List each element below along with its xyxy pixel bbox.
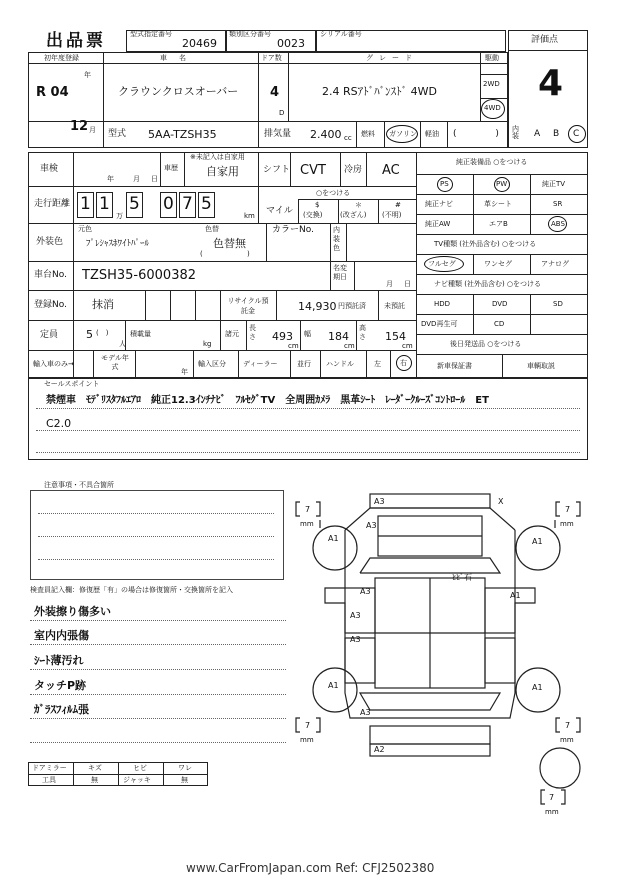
color-orig-label: 元色 <box>78 225 92 233</box>
car-damage-diagram <box>290 478 620 818</box>
class-label: 類別区分番号 <box>229 30 271 38</box>
mm-rl: mm <box>300 736 314 744</box>
year-unit: 年 <box>84 71 91 79</box>
tv-fullseg: フルセグ <box>428 260 456 268</box>
recycle-value: 14,930 <box>298 300 337 313</box>
tire-rl: 7 <box>305 721 311 730</box>
inspector-label: 検査員記入欄：修復歴「有」の場合は修復箇所・交換箇所を記入 <box>30 586 233 594</box>
doors-value: 4 <box>270 85 280 100</box>
wid-label: 幅 <box>304 330 311 338</box>
legend-h1: ドアミラー <box>32 764 67 772</box>
hei-label: 高さ <box>359 324 366 341</box>
tv-oneseg: ワンセグ <box>484 260 512 268</box>
later-manual: 車輌取説 <box>527 362 555 370</box>
meter-exchange: (交換) <box>303 211 323 219</box>
legend-v4: 無 <box>181 776 188 784</box>
km-unit: km <box>244 212 255 220</box>
dmg-a3-rl: A3 <box>360 708 371 717</box>
serial-label: シリアル番号 <box>320 30 362 38</box>
sales-line-2: C2.0 <box>46 417 72 430</box>
navi-sd: SD <box>553 300 563 308</box>
note-item-2: 室内内張傷 <box>34 629 89 642</box>
note-item-3: ｼｰﾄ薄汚れ <box>34 654 84 667</box>
shaken-label: 車検 <box>40 164 59 174</box>
nc-day: 日 <box>404 280 411 288</box>
wid-value: 184 <box>328 330 349 343</box>
mileage-label: 走行距離 <box>34 199 71 209</box>
equip-navi: 純正ナビ <box>425 200 453 208</box>
recycle-label: リサイクル預託金 <box>227 297 269 315</box>
shaken-day: 日 <box>151 175 158 183</box>
legend-v2: 無 <box>91 776 98 784</box>
meter-dollar: $ <box>315 201 320 209</box>
model-value: 5AA-TZSH35 <box>148 128 217 141</box>
dmg-a1-r: A1 <box>510 591 521 600</box>
interior-label: 内装 <box>512 125 519 140</box>
mileage-d1: 1 <box>80 194 91 214</box>
disp-unit: cc <box>344 134 352 142</box>
doors-sub: D <box>279 109 285 117</box>
dmg-a1-fl: A1 <box>328 534 339 543</box>
import-label: 輸入車のみ→ <box>33 360 74 368</box>
legend-h4: ワレ <box>178 764 192 772</box>
disp-label: 排気量 <box>264 129 292 139</box>
sheet-title: 出品票 <box>46 31 106 51</box>
genuine-label: 純正装備品 ○をつける <box>456 158 528 166</box>
mm-rr: mm <box>560 736 574 744</box>
meter-star: ＊ <box>355 201 362 209</box>
recycle-unit: 円預託済 <box>338 302 366 310</box>
grade-value: 2.4 RSｱﾄﾞﾊﾞﾝｽﾄﾞ 4WD <box>322 85 437 98</box>
sales-line-1: 禁煙車 ﾓﾃﾞﾘｽﾀﾌﾙｴｱﾛ 純正12.3ｲﾝﾁﾅﾋﾞ ﾌﾙｾｸﾞTV 全周囲ｶﾒﾗ 黒革ｼｰﾄ ﾚｰﾀﾞｰｸﾙｰｽﾞｺﾝﾄﾛｰﾙ ET <box>46 395 489 406</box>
tire-spare: 7 <box>549 793 555 802</box>
model-label: 型式 <box>108 129 127 139</box>
type-cert-value: 20469 <box>182 37 217 50</box>
mileage-d5: 7 <box>182 194 193 214</box>
navi-type-label: ナビ種類 (社外品含む) ○をつける <box>434 280 542 288</box>
light-oil-label: 軽油 <box>425 130 439 138</box>
interior-a: A <box>534 129 541 139</box>
mileage-d6: 5 <box>201 194 212 214</box>
handle-right: 右 <box>400 359 407 367</box>
first-reg-label: 初年度登録 <box>44 54 79 62</box>
mileage-d4: 0 <box>163 194 174 214</box>
footer-credit: www.CarFromJapan.com Ref: CFJ2502380 <box>186 861 435 875</box>
mileage-d2: 1 <box>99 194 110 214</box>
dmg-a3-fl: A3 <box>366 521 377 530</box>
use-label: 車歴 <box>164 164 178 172</box>
notes-box <box>30 490 284 580</box>
dmg-a1-rl: A1 <box>328 681 339 690</box>
hei-value: 154 <box>385 330 406 343</box>
light-oil-paren: ( ) <box>453 129 499 139</box>
drive-4wd: 4WD <box>484 104 501 112</box>
recycle-unpaid: 未預託 <box>384 302 405 310</box>
reg-label: 登録No. <box>34 300 67 310</box>
dmg-a1-fr: A1 <box>532 537 543 546</box>
import-class-label: 輸入区分 <box>198 360 226 368</box>
color-name: ﾌﾟﾚｼｬｽﾎﾜｲﾄﾊﾟｰﾙ <box>86 239 150 249</box>
equip-tv: 純正TV <box>542 180 566 188</box>
capacity-value: 5 <box>86 328 93 341</box>
doors-label: ドア数 <box>261 54 282 62</box>
chassis-label: 車台No. <box>34 270 67 280</box>
equip-aw: 純正AW <box>425 220 451 228</box>
meter-hash: # <box>395 201 401 209</box>
class-value: 0023 <box>277 37 305 50</box>
dmg-a3-c2: A3 <box>350 635 361 644</box>
equip-abs: ABS <box>551 220 565 228</box>
shaken-year: 年 <box>107 175 114 183</box>
first-reg-month: 12 <box>70 119 89 134</box>
dmg-a3-c1: A3 <box>350 611 361 620</box>
navi-dvd: DVD <box>492 300 508 308</box>
fuel-label: 燃料 <box>361 130 375 138</box>
car-name: クラウンクロスオーバー <box>118 85 239 98</box>
drive-label: 駆動 <box>485 54 499 62</box>
reg-value: 抹消 <box>92 298 114 311</box>
len-value: 493 <box>272 330 293 343</box>
notes-label: 注意事項・不具合箇所 <box>44 481 114 489</box>
type-cert-label: 型式指定番号 <box>130 30 172 38</box>
tire-rr: 7 <box>565 721 571 730</box>
load-unit: kg <box>203 340 212 348</box>
wid-cm: cm <box>344 342 355 350</box>
dmg-a2-rear: A2 <box>374 745 385 754</box>
len-label: 長さ <box>249 324 256 341</box>
color-paren: ( ) <box>200 250 250 258</box>
mm-fr: mm <box>560 520 574 528</box>
load-label: 積載量 <box>130 330 151 338</box>
tv-type-label: TV種類 (社外品含む) ○をつける <box>434 240 537 248</box>
rating-value: 4 <box>538 63 564 104</box>
tire-fr: 7 <box>565 505 571 514</box>
mm-spare: mm <box>545 808 559 816</box>
chassis-value: TZSH35-6000382 <box>82 268 197 283</box>
tire-fl: 7 <box>305 505 311 514</box>
tv-analog: アナログ <box>541 260 569 268</box>
dim-label: 諸元 <box>225 330 239 338</box>
name-change-label: 名変期日 <box>333 264 347 281</box>
drive-2wd: 2WD <box>483 80 500 88</box>
dealer: ディーラー <box>243 360 278 368</box>
len-cm: cm <box>288 342 299 350</box>
note-item-1: 外装擦り傷多い <box>34 605 111 618</box>
color-no-label: カラーNo. <box>272 225 314 235</box>
sales-label: セールスポイント <box>44 380 100 388</box>
model-year-label: モデル年式 <box>101 354 129 371</box>
color-change-label: 色替 <box>205 225 219 233</box>
note-item-5: ｶﾞﾗｽﾌｨﾙﾑ張 <box>34 703 89 716</box>
shaken-month: 月 <box>133 175 140 183</box>
later-label: 後日発送品 ○をつける <box>450 340 522 348</box>
note-item-4: タッチP跡 <box>34 679 87 692</box>
ac-value: AC <box>382 163 400 178</box>
rating-label: 評価点 <box>531 35 559 45</box>
first-reg-era: R 04 <box>36 85 69 100</box>
later-warranty: 新車保証書 <box>437 362 472 370</box>
car-name-label: 車名 <box>160 54 198 62</box>
shift-value: CVT <box>300 163 326 178</box>
color-change-value: 色替無 <box>213 237 246 250</box>
parallel: 並行 <box>297 360 311 368</box>
man-unit: 万 <box>116 212 123 220</box>
use-note: ※未記入は自家用 <box>190 153 245 161</box>
ac-label: 冷房 <box>344 165 363 175</box>
capacity-label: 定員 <box>40 330 59 340</box>
fuel-gasoline: ガソリン <box>389 130 417 138</box>
dmg-a3-l1: A3 <box>360 587 371 596</box>
meter-label: マイル <box>266 206 293 216</box>
navi-dvd-play: DVD再生可 <box>421 320 458 328</box>
month-unit: 月 <box>89 126 96 134</box>
meter-note: ○をつける <box>316 189 351 197</box>
legend-h3: ヒビ <box>133 764 147 772</box>
grade-label: グレード <box>366 54 418 62</box>
disp-value: 2.400 <box>310 128 342 141</box>
equip-airbag: エアB <box>489 220 508 228</box>
legend-h2: キズ <box>88 764 102 772</box>
equip-leather: 革シート <box>484 200 512 208</box>
color-label: 外装色 <box>36 237 64 247</box>
meter-tamper: (改ざん) <box>340 211 367 219</box>
equip-ps: PS <box>440 180 449 188</box>
capacity-unit: 人 <box>119 340 126 348</box>
use-value: 自家用 <box>206 165 239 178</box>
shift-label: シフト <box>263 165 291 175</box>
sales-points-box <box>28 378 588 460</box>
interior-c: C <box>573 129 580 139</box>
handle-label: ハンドル <box>326 360 354 368</box>
handle-left: 左 <box>374 360 381 368</box>
dmg-x-top: X <box>498 497 504 506</box>
mileage-d3: 5 <box>129 194 140 214</box>
capacity-paren: ( ) <box>96 329 109 337</box>
meter-unknown: (不明) <box>382 211 402 219</box>
navi-hdd: HDD <box>434 300 451 308</box>
equip-sr: SR <box>553 200 563 208</box>
dmg-hibi: ﾋﾋﾞ石 <box>452 573 472 582</box>
interior-b: B <box>553 129 560 139</box>
navi-cd: CD <box>494 320 505 328</box>
interior-color-label: 内装色 <box>333 226 340 252</box>
legend-v1: 工具 <box>42 776 56 784</box>
dmg-a1-rr: A1 <box>532 683 543 692</box>
model-year-unit: 年 <box>181 368 188 376</box>
mm-fl: mm <box>300 520 314 528</box>
equip-pw: PW <box>496 180 508 188</box>
legend-v3: ジャッキ <box>123 776 151 784</box>
hei-cm: cm <box>402 342 413 350</box>
dmg-a3-top: A3 <box>374 497 385 506</box>
nc-month: 月 <box>386 280 393 288</box>
